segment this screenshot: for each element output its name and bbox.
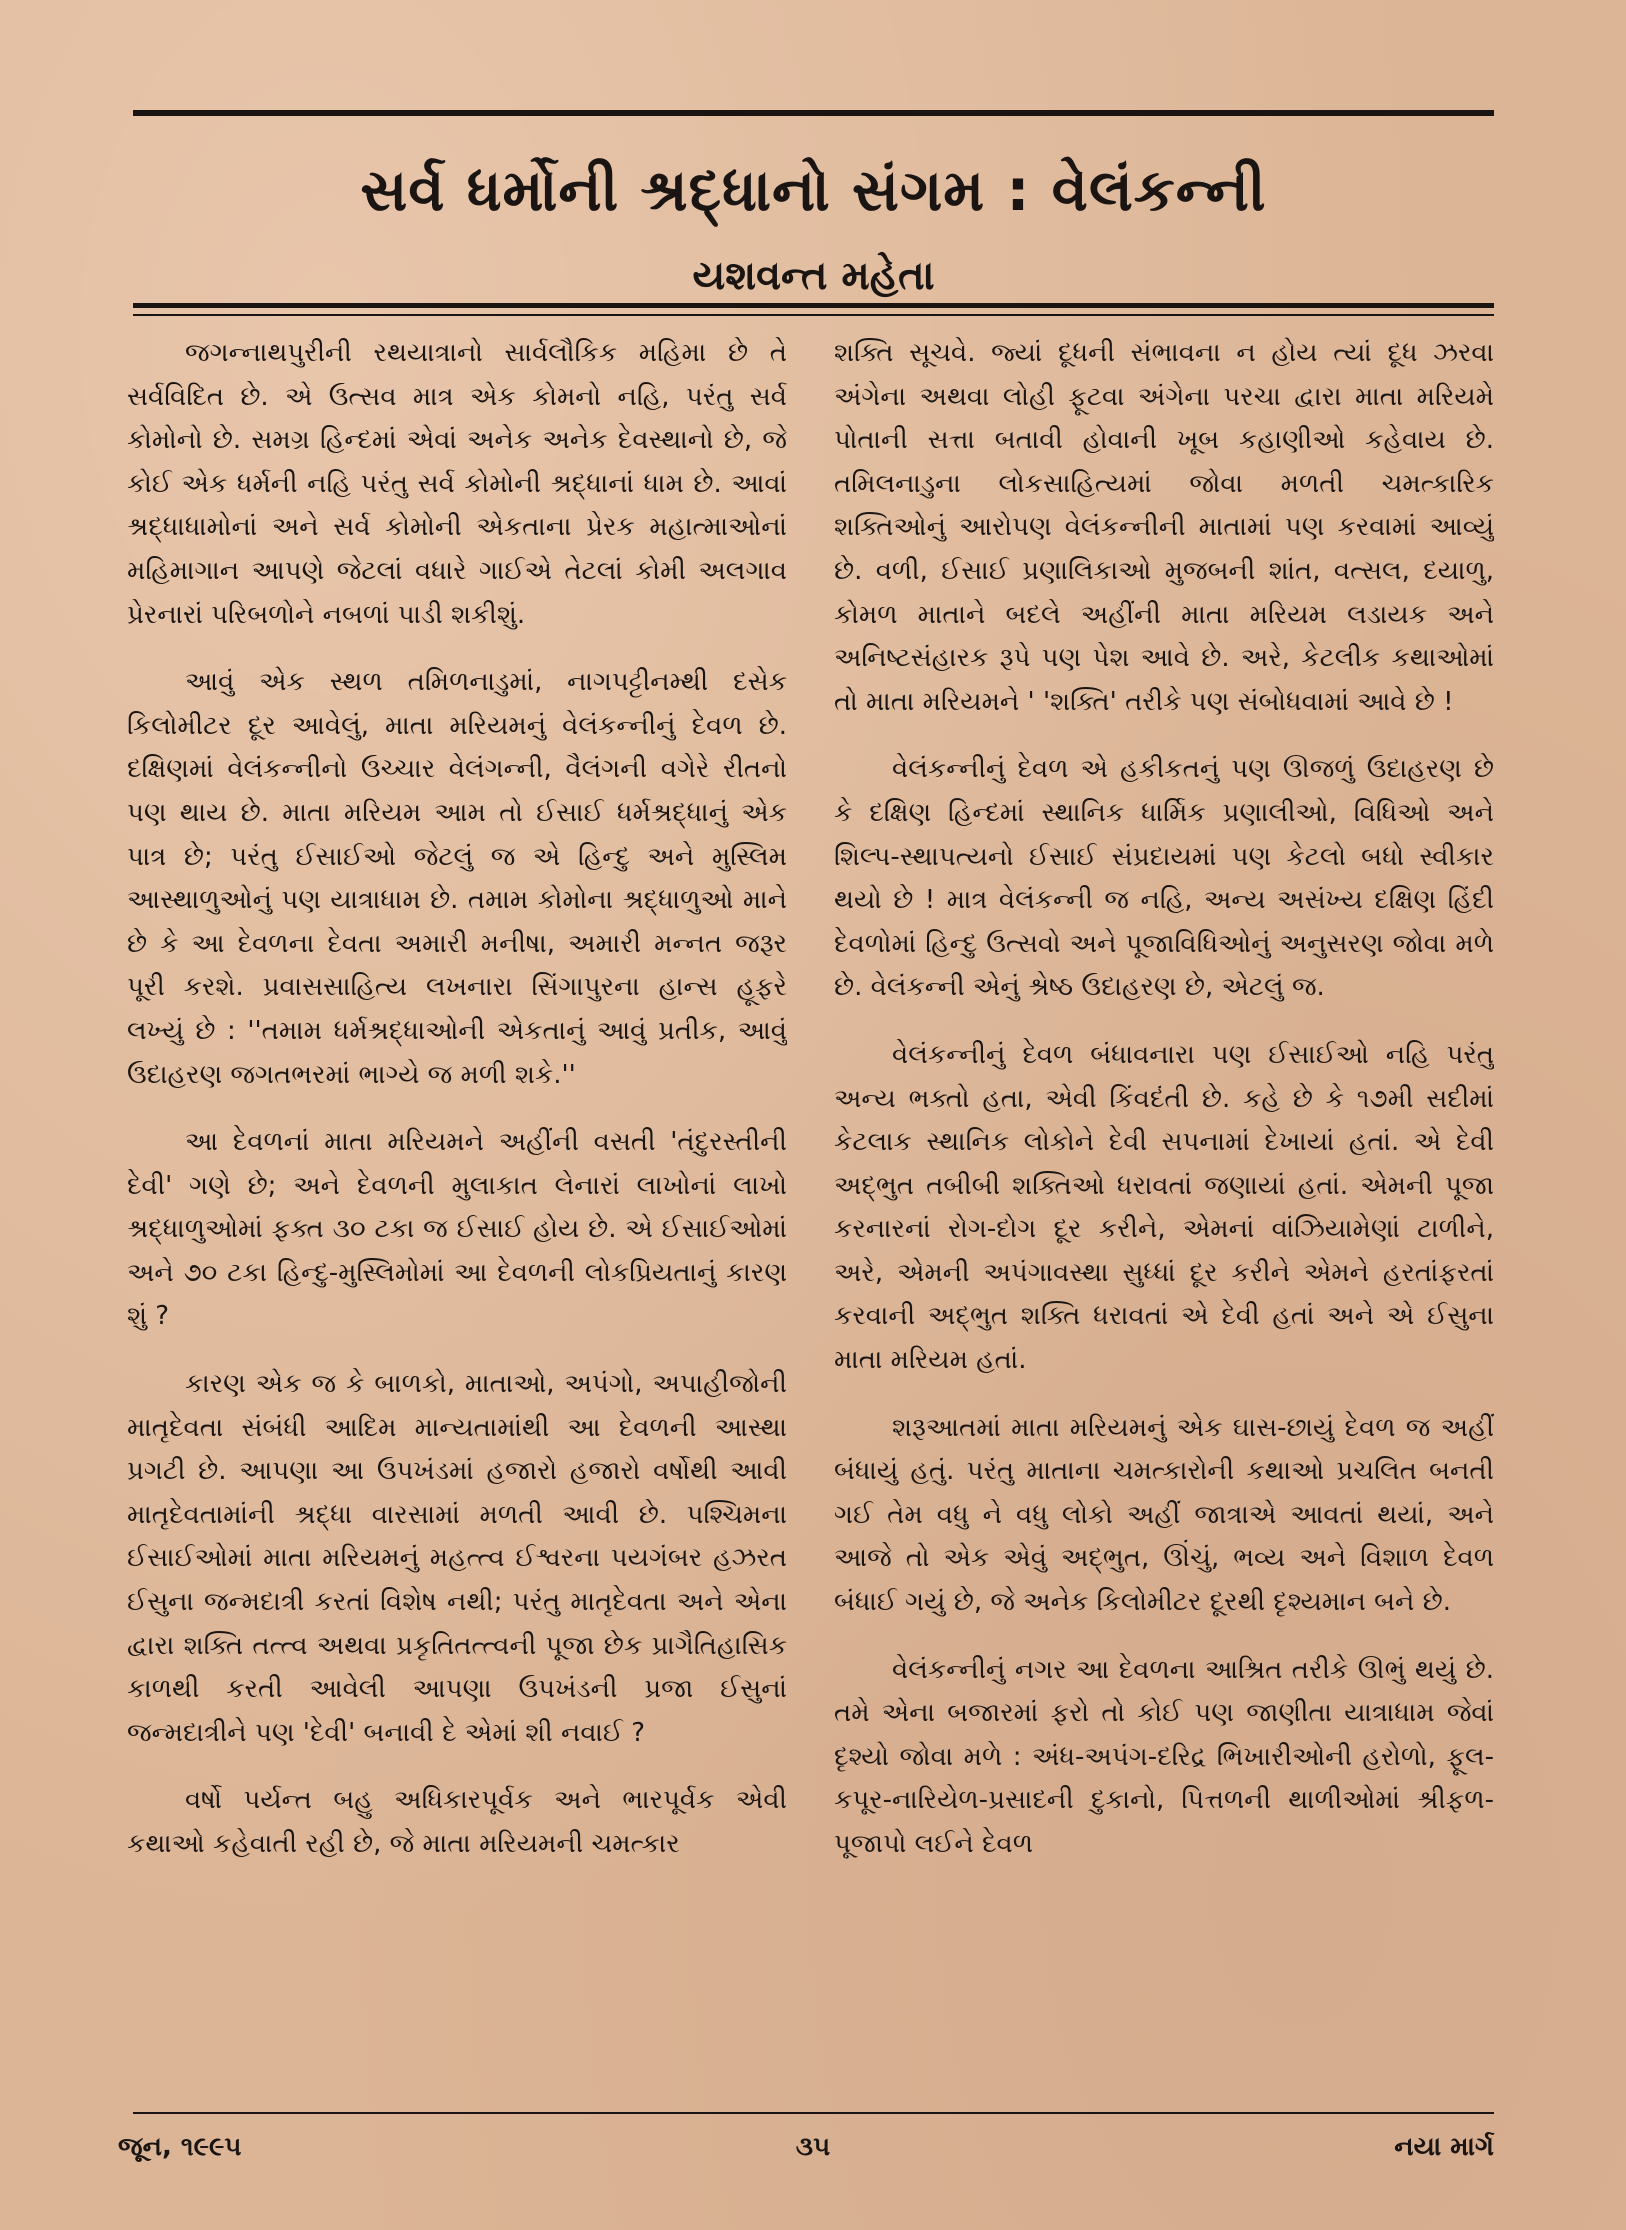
paragraph: આ દેવળનાં માતા મરિયમને અહીંની વસતી 'તંદુરસ્તીની દેવી' ગણે છે; અને દેવળની મુલાકાત લેનારાં લાખોનાં લાખો શ્રદ્ધાળુઓમાં ફક્ત ૩૦ ટકા જ ઈસાઈ હોય છે. એ ઈસાઈઓમાં અને ૭૦ ટકા હિન્દુ-મુસ્લિમોમાં આ દેવળની લોકપ્રિયતાનું કારણ શું ?: [127, 1127, 787, 1332]
paragraph: જગન્નાથપુરીની રથયાત્રાનો સાર્વલૌકિક મહિમા છે તે સર્વવિદિત છે. એ ઉત્સવ માત્ર એક કોમનો નહિ, પરંતુ સર્વ કોમોનો છે. સમગ્ર હિન્દમાં એવાં અનેક અનેક દેવસ્થાનો છે, જે કોઈ એક ધર્મની નહિ પરંતુ સર્વ કોમોની શ્રદ્ધાનાં ધામ છે. આવાં શ્રદ્ધાધામોનાં અને સર્વ કોમોની એકતાના પ્રેરક મહાત્માઓનાં મહિમાગાન આપણે જેટલાં વધારે ગાઈએ તેટલાં કોમી અલગાવ પ્રેરનારાં પરિબળોને નબળાં પાડી શકીશું.: [127, 338, 787, 630]
paragraph: કારણ એક જ કે બાળકો, માતાઓ, અપંગો, અપાહીજોની માતૃદેવતા સંબંધી આદિમ માન્યતામાંથી આ દેવળની આસ્થા પ્રગટી છે. આપણા આ ઉપખંડમાં હજારો હજારો વર્ષોથી આવી માતૃદેવતામાંની શ્રદ્ધા વારસામાં મળતી આવી છે. પશ્ચિમના ઈસાઈઓમાં માતા મરિયમનું મહત્ત્વ ઈશ્વરના પયગંબર હઝરત ઈસુના જન્મદાત્રી કરતાં વિશેષ નથી; પરંતુ માતૃદેવતા અને એના દ્વારા શક્તિ તત્ત્વ અથવા પ્રકૃતિતત્ત્વની પૂજા છેક પ્રાગૈતિહાસિક કાળથી કરતી આવેલી આપણા ઉપખંડની પ્રજા ઈસુનાં જન્મદાત્રીને પણ 'દેવી' બનાવી દે એમાં શી નવાઈ ?: [127, 1369, 787, 1748]
left-column: [127, 332, 787, 2072]
paragraph: શરૂઆતમાં માતા મરિયમનું એક ઘાસ-છાયું દેવળ જ અહીં બંધાયું હતું. પરંતુ માતાના ચમત્કારોની કથાઓ પ્રચલિત બનતી ગઈ તેમ વધુ ને વધુ લોકો અહીં જાત્રાએ આવતાં થયાં, અને આજે તો એક એવું અદ્ભુત, ઊંચું, ભવ્ય અને વિશાળ દેવળ બંધાઈ ગયું છે, જે અનેક કિલોમીટર દૂરથી દૃશ્યમાન બને છે.: [834, 1412, 1494, 1618]
article-author: યશવન્ત મહેતા: [692, 253, 935, 299]
paragraph: વર્ષો પર્યન્ત બહુ અધિકારપૂર્વક અને ભારપૂર્વક એવી કથાઓ કહેવાતી રહી છે, જે માતા મરિયમની ચમત્કાર: [127, 1785, 787, 1859]
article-title: સર્વ ધર્મોની શ્રદ્ધાનો સંગમ : વેલંકન્ની: [360, 156, 1267, 224]
footer-rule: [133, 2112, 1494, 2114]
top-rule: [133, 110, 1494, 116]
magazine-name: નયા માર્ગ: [1394, 2132, 1494, 2162]
header-rule-thick: [133, 303, 1494, 308]
paragraph: વેલંકન્નીનું દેવળ એ હકીકતનું પણ ઊજળું ઉદાહરણ છે કે દક્ષિણ હિન્દમાં સ્થાનિક ધાર્મિક પ્રણાલીઓ, વિધિઓ અને શિલ્પ-સ્થાપત્યનો ઈસાઈ સંપ્રદાયમાં પણ કેટલો બધો સ્વીકાર થયો છે ! માત્ર વેલંકન્ની જ નહિ, અન્ય અસંખ્ય દક્ષિણ હિંદી દેવળોમાં હિન્દુ ઉત્સવો અને પૂજાવિધિઓનું અનુસરણ જોવા મળે છે. વેલંકન્ની એનું શ્રેષ્ઠ ઉદાહરણ છે, એટલું જ.: [834, 754, 1494, 1003]
header-rule-thin: [133, 314, 1494, 316]
paragraph: વેલંકન્નીનું નગર આ દેવળના આશ્રિત તરીકે ઊભું થયું છે. તમે એના બજારમાં ફરો તો કોઈ પણ જાણીતા યાત્રાધામ જેવાં દૃશ્યો જોવા મળે : અંધ-અપંગ-દરિદ્ર ભિખારીઓની હરોળો, ફૂલ-કપૂર-નારિયેળ-પ્રસાદની દુકાનો, પિત્તળની થાળીઓમાં શ્રીફળ-પૂજાપો લઈને દેવળ: [834, 1654, 1494, 1859]
paragraph: શક્તિ સૂચવે. જ્યાં દૂધની સંભાવના ન હોય ત્યાં દૂધ ઝરવા અંગેના અથવા લોહી ફૂટવા અંગેના પરચા દ્વારા માતા મરિયમે પોતાની સત્તા બતાવી હોવાની ખૂબ કહાણીઓ કહેવાય છે. તમિલનાડુના લોકસાહિત્યમાં જોવા મળતી ચમત્કારિક શક્તિઓનું આરોપણ વેલંકન્નીની માતામાં પણ કરવામાં આવ્યું છે. વળી, ઈસાઈ પ્રણાલિકાઓ મુજબની શાંત, વત્સલ, દયાળુ, કોમળ માતાને બદલે અહીંની માતા મરિયમ લડાયક અને અનિષ્ટસંહારક રૂપે પણ પેશ આવે છે. અરે, કેટલીક કથાઓમાં તો માતા મરિયમને ' 'શક્તિ' તરીકે પણ સંબોધવામાં આવે છે !: [834, 338, 1494, 717]
footer-date: જૂન, ૧૯૯૫: [118, 2132, 242, 2162]
page-number: ૩૫: [795, 2132, 831, 2162]
paragraph: આવું એક સ્થળ તમિળનાડુમાં, નાગપટ્ટીનમ્થી દસેક કિલોમીટર દૂર આવેલું, માતા મરિયમનું વેલંકન્નીનું દેવળ છે. દક્ષિણમાં વેલંકન્નીનો ઉચ્ચાર વેલંગન્ની, વૈલંગની વગેરે રીતનો પણ થાય છે. માતા મરિયમ આમ તો ઈસાઈ ધર્મશ્રદ્ધાનું એક પાત્ર છે; પરંતુ ઈસાઈઓ જેટલું જ એ હિન્દુ અને મુસ્લિમ આસ્થાળુઓનું પણ યાત્રાધામ છે. તમામ કોમોના શ્રદ્ધાળુઓ માને છે કે આ દેવળના દેવતા અમારી મનીષા, અમારી મન્નત જરૂર પૂરી કરશે. પ્રવાસસાહિત્ય લખનારા સિંગાપુરના હાન્સ હૂફરે લખ્યું છે : ''તમામ ધર્મશ્રદ્ધાઓની એકતાનું આવું પ્રતીક, આવું ઉદાહરણ જગતભરમાં ભાગ્યે જ મળી શકે.'': [127, 667, 787, 1090]
paragraph: વેલંકન્નીનું દેવળ બંધાવનારા પણ ઈસાઈઓ નહિ પરંતુ અન્ય ભક્તો હતા, એવી કિંવદંતી છે. કહે છે કે ૧૭મી સદીમાં કેટલાક સ્થાનિક લોકોને દેવી સપનામાં દેખાયાં હતાં. એ દેવી અદ્ભુત તબીબી શક્તિઓ ધરાવતાં જણાયાં હતાં. એમની પૂજા કરનારનાં રોગ-દોગ દૂર કરીને, એમનાં વાંઝિયામેણાં ટાળીને, અરે, એમની અપંગાવસ્થા સુધ્ધાં દૂર કરીને એમને હરતાંફરતાં કરવાની અદ્ભુત શક્તિ ધરાવતાં એ દેવી હતાં અને એ ઈસુના માતા મરિયમ હતાં.: [834, 1039, 1494, 1376]
right-column: [834, 332, 1494, 2072]
